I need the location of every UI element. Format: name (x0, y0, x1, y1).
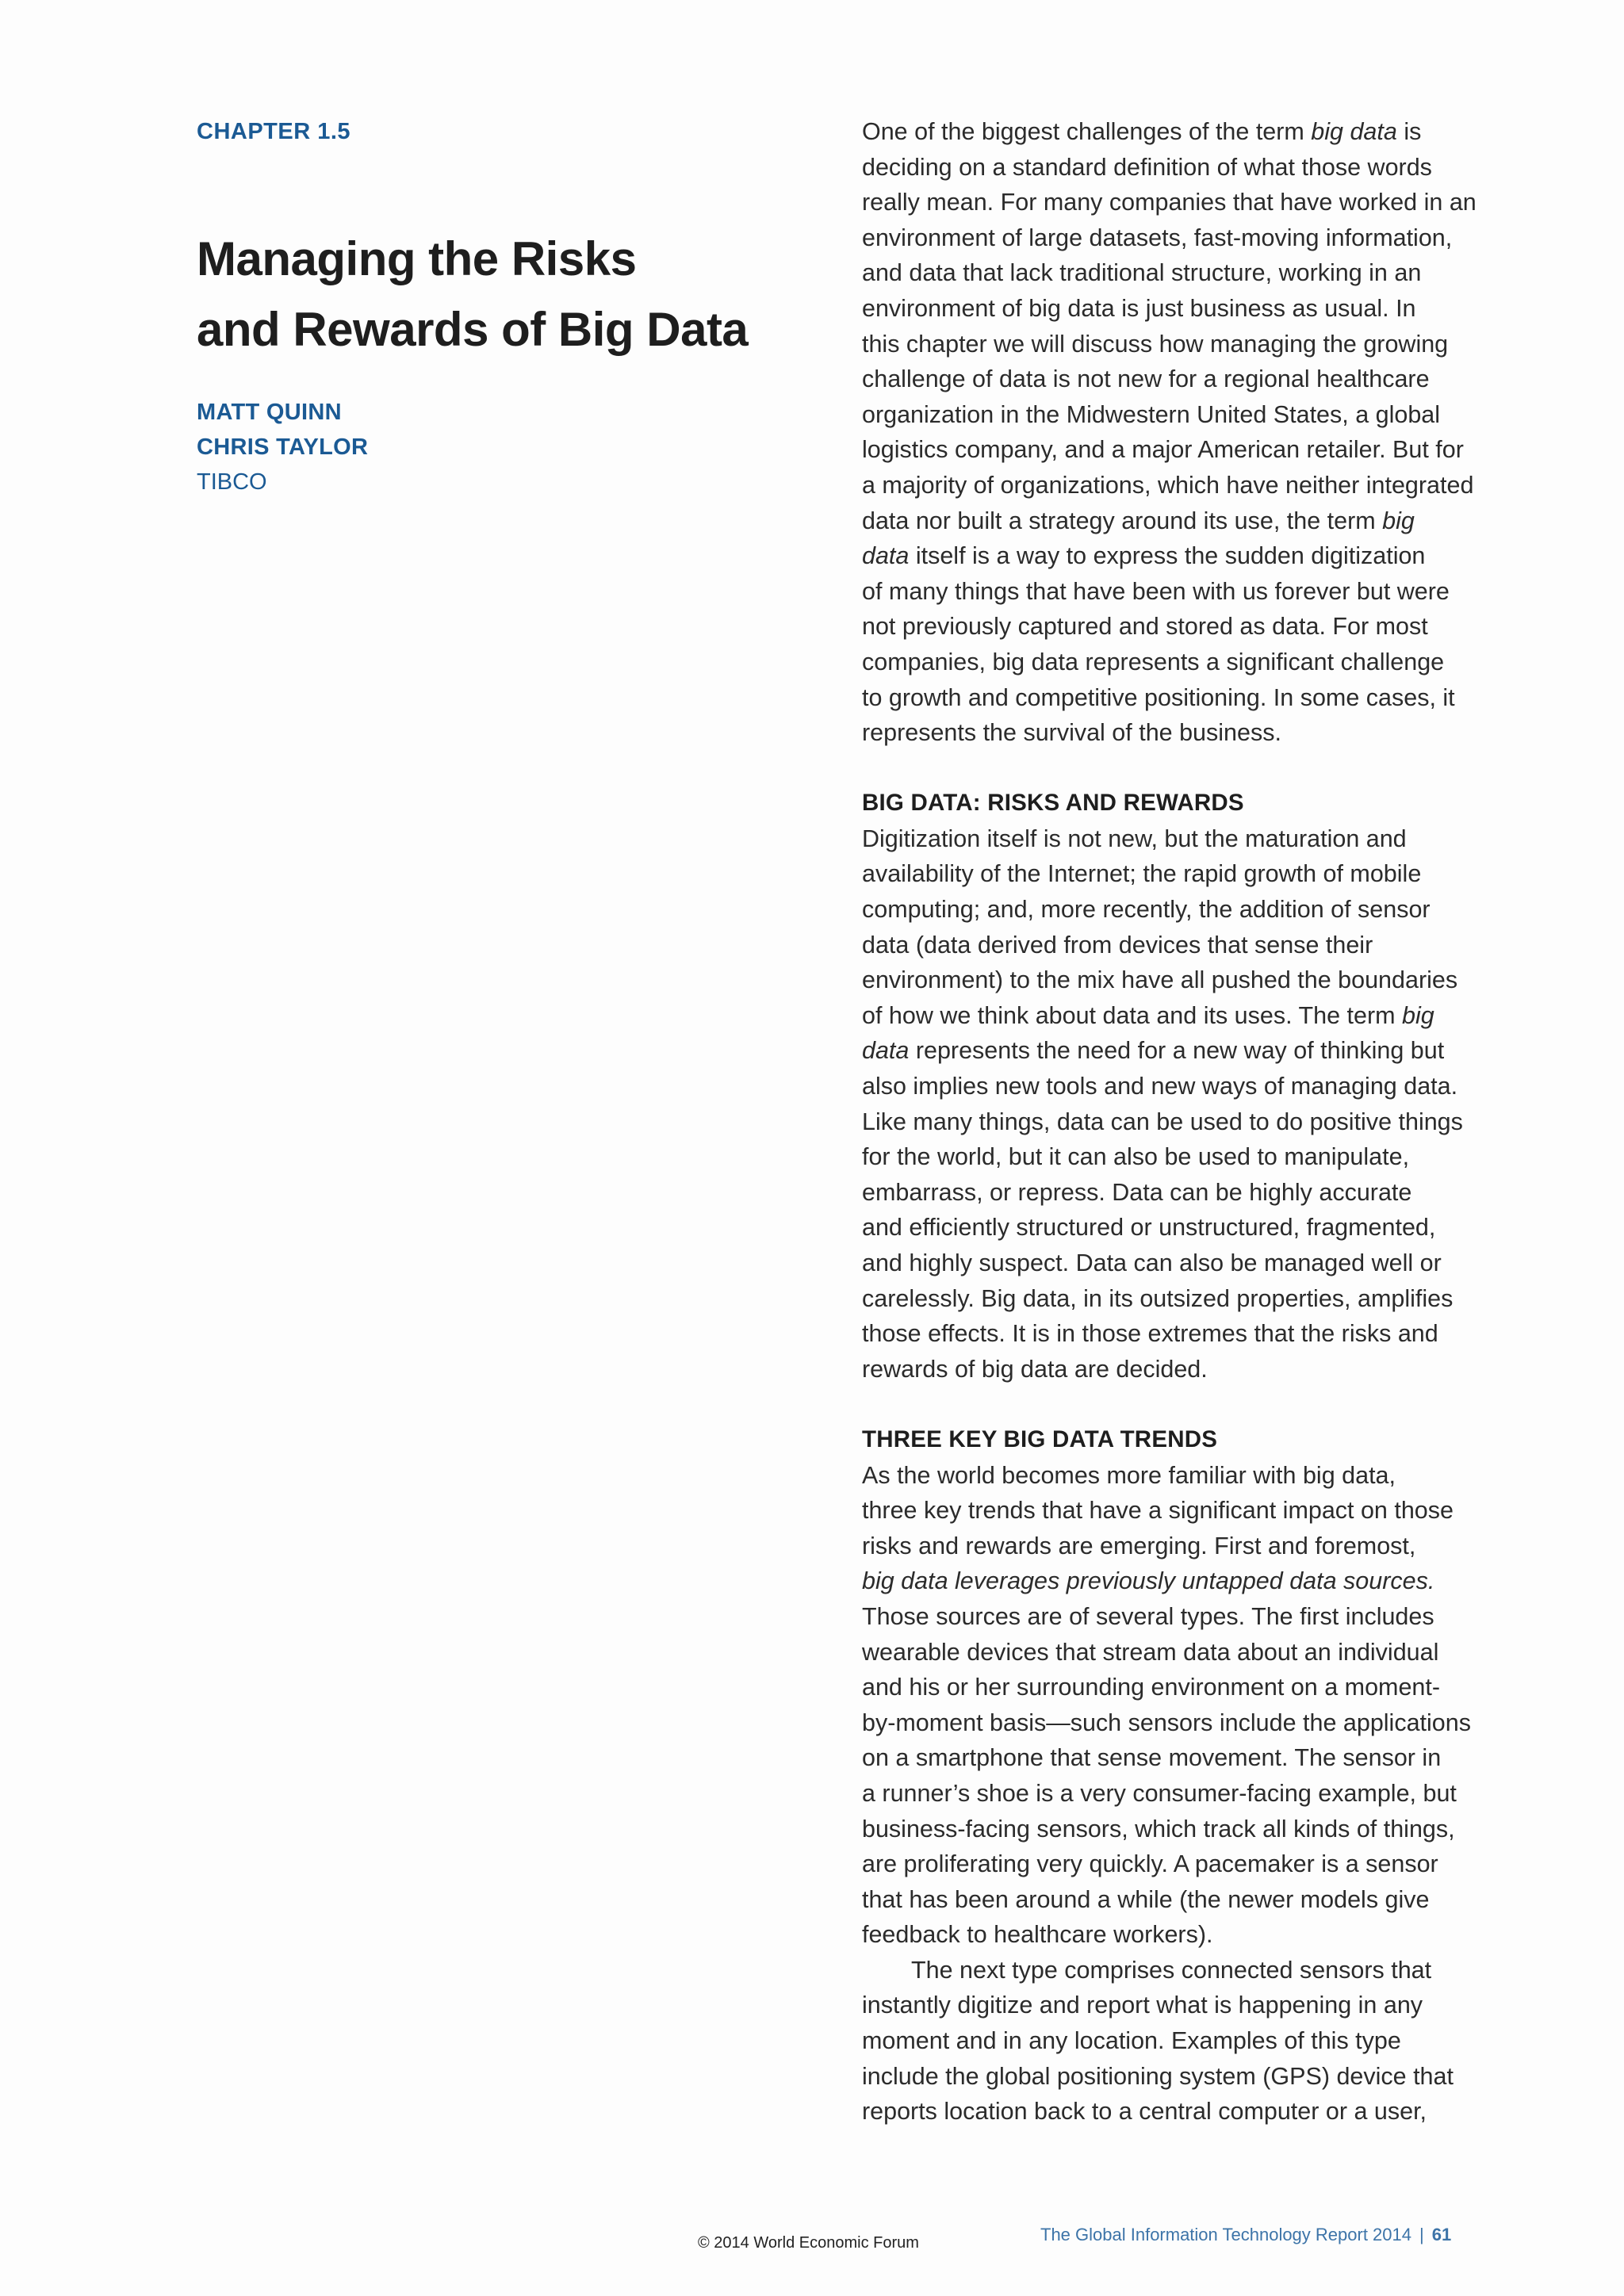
body-paragraph (862, 1953, 1480, 2130)
text-line: data represents the need for a new way of thinking but (862, 1037, 1445, 1065)
text-line: reports location back to a central computer or a user, (862, 2098, 1427, 2126)
copyright-notice: © 2014 World Economic Forum (698, 2234, 919, 2252)
text-line: and his or her surrounding environment on a moment- (862, 1674, 1441, 1701)
text-line: instantly digitize and report what is happening in any (862, 1992, 1423, 2019)
text-line: of many things that have been with us forever but were (862, 577, 1450, 605)
italic-term: data (862, 1037, 910, 1065)
chapter-header (197, 114, 799, 499)
text-line: environment of big data is just business as usual. In (862, 294, 1416, 322)
text-line: and highly suspect. Data can also be managed well or (862, 1249, 1442, 1276)
text-line: rewards of big data are decided. (862, 1355, 1208, 1383)
text-line: on a smartphone that sense movement. The sensor in (862, 1744, 1442, 1772)
text-line: companies, big data represents a significant challenge (862, 648, 1445, 675)
text-line: data nor built a strategy around its use, the term big (862, 507, 1415, 534)
chapter-label: CHAPTER 1.5 (197, 119, 351, 144)
text-line: risks and rewards are emerging. First and foremost, (862, 1532, 1416, 1559)
text-line: business-facing sensors, which track all kinds of things, (862, 1815, 1455, 1843)
section-heading: THREE KEY BIG DATA TRENDS (862, 1425, 1218, 1452)
report-title: The Global Information Technology Report 2014 (1040, 2225, 1411, 2244)
body-paragraph (862, 1458, 1480, 1953)
text-line: wearable devices that stream data about an individual (862, 1638, 1439, 1666)
text-line: Like many things, data can be used to do positive things (862, 1108, 1463, 1135)
italic-term: big (1382, 507, 1415, 534)
text-line: three key trends that have a significant impact on those (862, 1497, 1454, 1525)
text-line: environment) to the mix have all pushed the boundaries (862, 966, 1458, 994)
author-name: MATT QUINN (197, 400, 342, 425)
chapter-title-line: and Rewards of Big Data (197, 303, 749, 356)
italic-term: big data (1311, 118, 1397, 145)
author-list (197, 395, 799, 499)
text-line: by-moment basis—such sensors include the applications (862, 1709, 1471, 1736)
italic-term: data (862, 542, 910, 570)
text-line: this chapter we will discuss how managing the growing (862, 330, 1449, 358)
text-line: to growth and competitive positioning. In some cases, it (862, 683, 1455, 711)
chapter-title (197, 224, 799, 365)
text-line: As the world becomes more familiar with big data, (862, 1461, 1396, 1489)
text-line: are proliferating very quickly. A pacemaker is a sensor (862, 1850, 1438, 1878)
text-line: data itself is a way to express the sudden digitization (862, 542, 1426, 570)
text-line: for the world, but it can also be used to manipulate, (862, 1143, 1410, 1171)
text-line: of how we think about data and its uses. The term big (862, 1001, 1434, 1029)
text-line: really mean. For many companies that have worked in an (862, 189, 1477, 216)
text-line: carelessly. Big data, in its outsized properties, amplifies (862, 1284, 1454, 1312)
chapter-title-line: Managing the Risks (197, 232, 637, 285)
text-line: Digitization itself is not new, but the maturation and (862, 825, 1407, 852)
section-heading: BIG DATA: RISKS AND REWARDS (862, 790, 1244, 817)
text-line: not previously captured and stored as data. For most (862, 613, 1428, 641)
text-line: moment and in any location. Examples of this type (862, 2027, 1401, 2055)
text-line: One of the biggest challenges of the term big data is (862, 118, 1422, 145)
text-line: those effects. It is in those extremes that the risks and (862, 1320, 1438, 1348)
author-name: CHRIS TAYLOR (197, 434, 369, 460)
text-line: also implies new tools and new ways of managing data. (862, 1073, 1458, 1100)
body-paragraph (862, 821, 1480, 1387)
text-line: computing; and, more recently, the addition of sensor (862, 896, 1431, 924)
text-line: challenge of data is not new for a regional healthcare (862, 365, 1430, 393)
text-line: data (data derived from devices that sense their (862, 931, 1373, 959)
body-paragraph (862, 114, 1480, 751)
text-line: a runner’s shoe is a very consumer-facing example, but (862, 1779, 1457, 1807)
text-line: feedback to healthcare workers). (862, 1921, 1213, 1949)
text-line (862, 1563, 1480, 1599)
page-number: 61 (1431, 2225, 1452, 2244)
text-line: organization in the Midwestern United States, a global (862, 400, 1441, 428)
author-organization: TIBCO (197, 469, 267, 495)
text-line: and efficiently structured or unstructured, fragmented, (862, 1214, 1436, 1242)
text-line: include the global positioning system (GPS) device that (862, 2062, 1454, 2090)
body-text-column (862, 114, 1480, 2130)
text-line: availability of the Internet; the rapid growth of mobile (862, 860, 1422, 888)
italic-term: big (1402, 1001, 1434, 1029)
text-line: logistics company, and a major American retailer. But for (862, 436, 1464, 464)
text-line: Those sources are of several types. The first includes (862, 1602, 1434, 1630)
italic-term: big data leverages previously untapped data sources. (862, 1567, 1435, 1595)
text-line: The next type comprises connected sensors that (911, 1956, 1432, 1984)
text-line: a majority of organizations, which have neither integrated (862, 471, 1474, 499)
text-line: and data that lack traditional structure, working in an (862, 259, 1422, 287)
text-line: represents the survival of the business. (862, 719, 1281, 747)
footer-separator: | (1419, 2225, 1424, 2244)
text-line: embarrass, or repress. Data can be highly accurate (862, 1178, 1412, 1206)
running-footer (1040, 2225, 1451, 2245)
text-line: that has been around a while (the newer models give (862, 1885, 1430, 1913)
text-line: environment of large datasets, fast-moving information, (862, 224, 1453, 251)
text-line: deciding on a standard definition of what those words (862, 153, 1432, 181)
